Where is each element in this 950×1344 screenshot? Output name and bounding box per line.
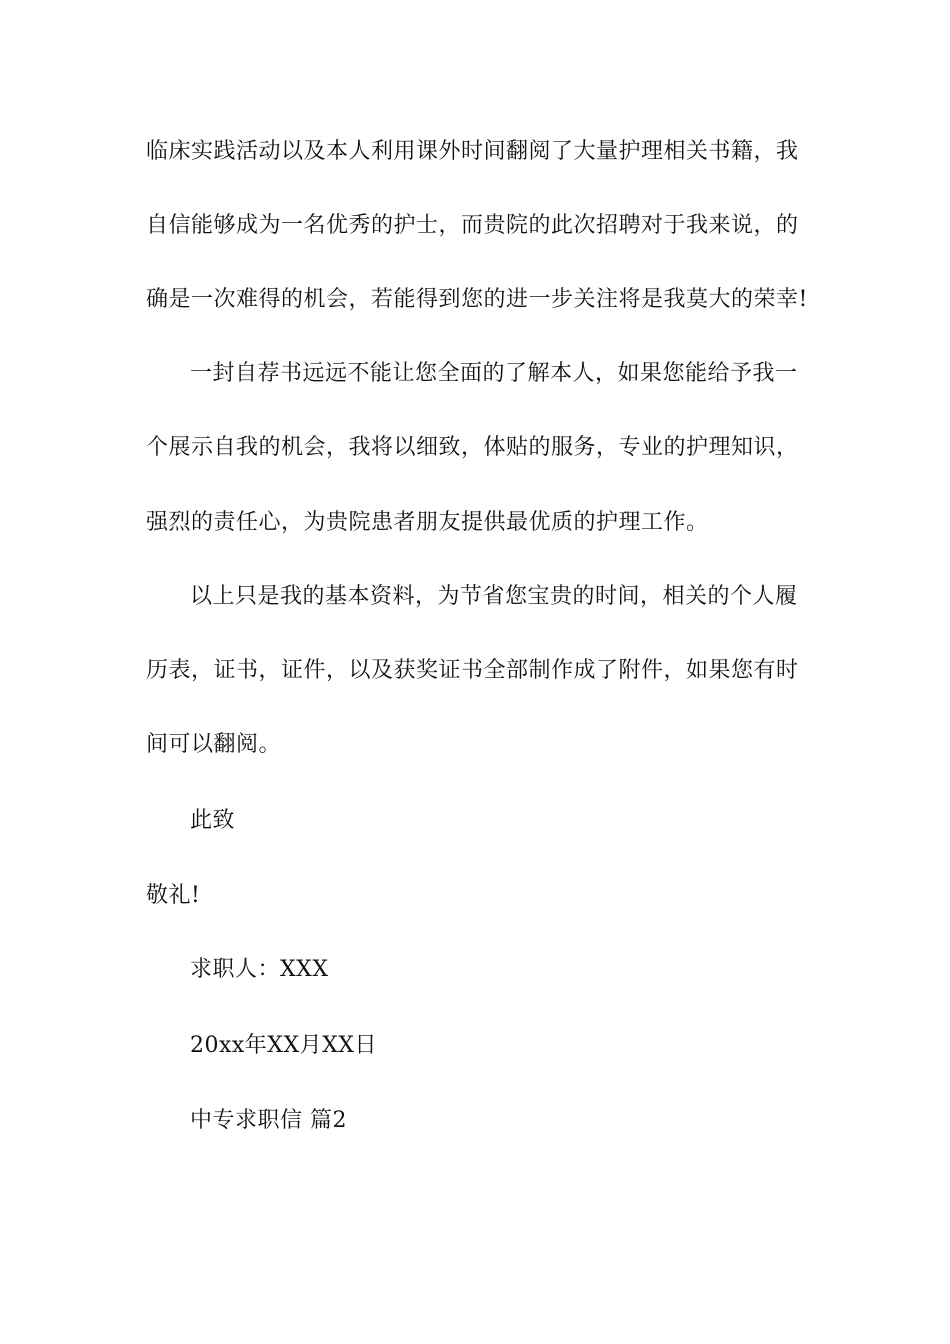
paragraph1-line2: 自信能够成为一名优秀的护士，而贵院的此次招聘对于我来说，的	[146, 213, 799, 238]
next-section-heading: 中专求职信 篇2	[190, 1108, 347, 1133]
paragraph2-line3: 强烈的责任心，为贵院患者朋友提供最优质的护理工作。	[146, 510, 709, 535]
paragraph3-line1: 以上只是我的基本资料，为节省您宝贵的时间，相关的个人履	[190, 584, 798, 609]
paragraph2-line1: 一封自荐书远远不能让您全面的了解本人，如果您能给予我一	[190, 361, 798, 386]
paragraph1-line3: 确是一次难得的机会，若能得到您的进一步关注将是我莫大的荣幸!	[146, 287, 808, 312]
closing-to: 此致	[190, 808, 236, 833]
paragraph2-line2: 个展示自我的机会，我将以细致，体贴的服务，专业的护理知识，	[146, 435, 799, 460]
letter-date: 20xx年XX月XX日	[190, 1033, 377, 1058]
applicant-signature: 求职人：XXX	[190, 957, 329, 982]
paragraph1-line1: 临床实践活动以及本人利用课外时间翻阅了大量护理相关书籍，我	[146, 139, 799, 164]
paragraph3-line3: 间可以翻阅。	[146, 732, 282, 757]
paragraph3-line2: 历表，证书，证件，以及获奖证书全部制作成了附件，如果您有时	[146, 658, 799, 683]
closing-salute: 敬礼!	[146, 883, 201, 908]
